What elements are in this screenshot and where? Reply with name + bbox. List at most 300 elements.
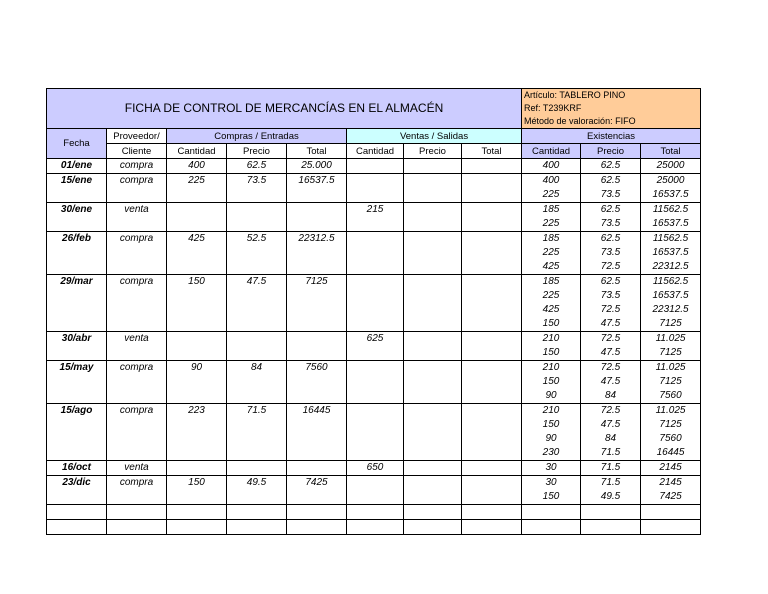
existencias-total-line: 22312.5 [652, 304, 689, 315]
type-cell [107, 361, 167, 404]
ventas-total [462, 159, 522, 174]
article-name: Artículo: TABLERO PINO [524, 90, 626, 100]
type-cell-value: venta [124, 462, 149, 473]
ventas-cantidad [347, 361, 404, 404]
table-row [47, 174, 701, 203]
ventas-cantidad-value [349, 505, 401, 519]
ventas-precio-value [406, 476, 459, 490]
compras-total-value [289, 505, 344, 519]
existencias-total-line: 25000 [656, 160, 685, 171]
existencias-total [641, 159, 701, 174]
ventas-cantidad [347, 505, 404, 520]
table-row [47, 476, 701, 505]
existencias-total [641, 174, 701, 203]
date-cell-value: 15/ago [60, 405, 93, 416]
ventas-cantidad-value: 625 [366, 333, 384, 344]
compras-total-value: 25.000 [301, 160, 332, 171]
type-cell [107, 275, 167, 332]
existencias-precio [581, 404, 641, 461]
date-cell [47, 332, 107, 361]
existencias-precio-line: 84 [604, 433, 617, 444]
compras-cantidad-value [169, 505, 224, 519]
compras-cantidad-value [169, 520, 224, 534]
compras-cantidad [167, 520, 227, 535]
ventas-precio-value [406, 332, 459, 346]
header-existencias: Existencias [522, 129, 701, 144]
ventas-total-value [464, 404, 519, 418]
existencias-cantidad [522, 520, 581, 535]
existencias-cantidad-line: 225 [542, 189, 560, 200]
existencias-precio-line: 71.5 [600, 477, 621, 488]
existencias-precio-line: 73.5 [600, 290, 621, 301]
existencias-precio [581, 203, 641, 232]
compras-total-value: 7560 [305, 362, 328, 373]
existencias-cantidad-line: 185 [542, 233, 560, 244]
compras-cantidad [167, 159, 227, 174]
compras-precio [227, 174, 287, 203]
date-cell-value: 15/may [59, 362, 94, 373]
ventas-precio [404, 361, 462, 404]
ventas-precio-value [406, 159, 459, 173]
date-cell-value: 26/feb [62, 233, 91, 244]
ventas-precio-value [406, 461, 459, 475]
existencias-total-line: 16537.5 [652, 218, 689, 229]
ventas-precio-value [406, 505, 459, 519]
existencias-precio-line: 72.5 [600, 304, 621, 315]
existencias-cantidad [522, 361, 581, 404]
compras-precio-value [229, 505, 284, 519]
ventas-total-value [464, 174, 519, 188]
existencias-precio-line: 73.5 [600, 247, 621, 258]
date-cell [47, 404, 107, 461]
existencias-total [641, 505, 701, 520]
date-cell-value: 30/ene [60, 204, 93, 215]
existencias-cantidad-line: 230 [542, 447, 560, 458]
existencias-cantidad [522, 332, 581, 361]
date-cell [47, 232, 107, 275]
date-cell [47, 203, 107, 232]
date-cell-value [49, 520, 104, 534]
existencias-total-line: 16537.5 [652, 189, 689, 200]
compras-precio-value: 47.5 [246, 276, 267, 287]
compras-total [287, 159, 347, 174]
existencias-cantidad-line: 150 [542, 419, 560, 430]
type-cell [107, 461, 167, 476]
ventas-total-value [464, 505, 519, 519]
header-fecha: Fecha [47, 129, 107, 159]
existencias-total-line [643, 520, 698, 534]
ventas-cantidad-value: 215 [366, 204, 384, 215]
ventas-total [462, 404, 522, 461]
ventas-cantidad [347, 332, 404, 361]
header-compras-precio: Precio [227, 144, 287, 159]
existencias-precio-line: 73.5 [600, 189, 621, 200]
existencias-precio-line: 72.5 [600, 333, 621, 344]
ventas-cantidad-value [349, 159, 401, 173]
ventas-total [462, 361, 522, 404]
compras-cantidad [167, 232, 227, 275]
existencias-total [641, 361, 701, 404]
ventas-cantidad-value [349, 232, 401, 246]
ventas-cantidad [347, 174, 404, 203]
compras-cantidad-value: 150 [188, 477, 205, 488]
existencias-total-line: 7125 [659, 419, 682, 430]
header-ventas-cantidad: Cantidad [347, 144, 404, 159]
compras-cantidad-value: 425 [188, 233, 205, 244]
existencias-precio [581, 174, 641, 203]
header-cliente: Cliente [107, 144, 167, 159]
date-cell [47, 275, 107, 332]
compras-total [287, 232, 347, 275]
header-proveedor: Proveedor/ [107, 129, 167, 144]
ventas-precio-value [406, 232, 459, 246]
existencias-total-line: 7125 [659, 347, 682, 358]
ventas-precio [404, 203, 462, 232]
ventas-cantidad [347, 203, 404, 232]
ventas-precio [404, 232, 462, 275]
ventas-total-value [464, 203, 519, 217]
type-cell-value [109, 520, 164, 534]
existencias-total-line: 11562.5 [652, 204, 689, 215]
ventas-cantidad-value [349, 404, 401, 418]
existencias-total-line: 11.025 [655, 333, 686, 344]
existencias-cantidad-line: 225 [542, 247, 560, 258]
date-cell-value: 15/ene [60, 175, 93, 186]
ventas-total [462, 520, 522, 535]
existencias-precio [581, 520, 641, 535]
compras-cantidad-value: 150 [188, 276, 205, 287]
compras-cantidad [167, 404, 227, 461]
ventas-total [462, 174, 522, 203]
existencias-precio-line: 84 [604, 390, 617, 401]
compras-total-value: 7125 [305, 276, 328, 287]
compras-total-value [289, 332, 344, 346]
type-cell-value: compra [119, 175, 154, 186]
existencias-total-line: 7425 [659, 491, 682, 502]
ventas-total-value [464, 520, 519, 534]
date-cell-value: 01/ene [60, 160, 93, 171]
ventas-precio [404, 332, 462, 361]
date-cell [47, 520, 107, 535]
existencias-cantidad-line: 185 [542, 204, 560, 215]
article-info [522, 89, 701, 129]
compras-cantidad-value: 90 [190, 362, 203, 373]
type-cell-value: venta [124, 333, 149, 344]
existencias-cantidad-line: 185 [542, 276, 560, 287]
date-cell [47, 159, 107, 174]
existencias-precio [581, 461, 641, 476]
existencias-precio [581, 159, 641, 174]
existencias-cantidad-line: 210 [542, 362, 560, 373]
existencias-cantidad [522, 203, 581, 232]
existencias-total [641, 275, 701, 332]
type-cell [107, 520, 167, 535]
ventas-total [462, 332, 522, 361]
ventas-precio [404, 174, 462, 203]
existencias-total-line [643, 505, 698, 519]
inventory-control-sheet [46, 88, 701, 535]
header-compras-total: Total [287, 144, 347, 159]
compras-cantidad [167, 505, 227, 520]
existencias-total-line: 7560 [659, 390, 682, 401]
date-cell-value: 16/oct [62, 462, 91, 473]
ventas-total [462, 461, 522, 476]
compras-total-value [289, 203, 344, 217]
header-compras: Compras / Entradas [167, 129, 347, 144]
header-existencias-total: Total [641, 144, 701, 159]
existencias-cantidad [522, 275, 581, 332]
existencias-precio [581, 476, 641, 505]
existencias-total-line: 7125 [659, 376, 682, 387]
existencias-cantidad-line: 225 [542, 218, 560, 229]
ventas-cantidad-value [349, 520, 401, 534]
compras-total-value: 7425 [305, 477, 328, 488]
compras-total-value: 22312.5 [298, 233, 335, 244]
ventas-precio-value [406, 520, 459, 534]
existencias-total-line: 16445 [656, 447, 685, 458]
table-row [47, 404, 701, 461]
existencias-precio-line: 62.5 [600, 204, 621, 215]
existencias-cantidad-line: 400 [542, 160, 560, 171]
compras-cantidad-value [169, 203, 224, 217]
ventas-total [462, 203, 522, 232]
compras-cantidad [167, 203, 227, 232]
table-row [47, 461, 701, 476]
date-cell-value: 23/dic [62, 477, 91, 488]
existencias-precio-line [583, 520, 638, 534]
type-cell [107, 332, 167, 361]
ventas-precio [404, 520, 462, 535]
existencias-total-line: 16537.5 [652, 290, 689, 301]
compras-cantidad [167, 275, 227, 332]
type-cell-value: compra [119, 405, 154, 416]
ventas-cantidad [347, 476, 404, 505]
date-cell-value [49, 505, 104, 519]
table-row [47, 505, 701, 520]
ventas-cantidad [347, 404, 404, 461]
type-cell [107, 174, 167, 203]
ventas-precio [404, 404, 462, 461]
existencias-total [641, 520, 701, 535]
existencias-precio-line: 47.5 [600, 347, 621, 358]
existencias-cantidad-line: 225 [542, 290, 560, 301]
ventas-precio [404, 159, 462, 174]
existencias-precio-line: 73.5 [600, 218, 621, 229]
existencias-total [641, 332, 701, 361]
compras-precio [227, 232, 287, 275]
compras-precio [227, 332, 287, 361]
compras-precio-value [229, 461, 284, 475]
ventas-precio-value [406, 174, 459, 188]
ventas-precio [404, 476, 462, 505]
type-cell [107, 404, 167, 461]
compras-precio-value: 73.5 [246, 175, 267, 186]
existencias-cantidad-line: 150 [542, 491, 560, 502]
table-row [47, 275, 701, 332]
compras-total [287, 505, 347, 520]
valuation-method: Método de valoración: FIFO [524, 116, 636, 126]
compras-cantidad-value [169, 461, 224, 475]
ventas-precio-value [406, 404, 459, 418]
existencias-cantidad [522, 174, 581, 203]
type-cell-value: compra [119, 276, 154, 287]
compras-total [287, 476, 347, 505]
compras-total [287, 461, 347, 476]
existencias-total [641, 461, 701, 476]
existencias-precio-line: 72.5 [600, 405, 621, 416]
existencias-total-line: 16537.5 [652, 247, 689, 258]
existencias-total-line: 11.025 [655, 405, 686, 416]
existencias-cantidad-line: 90 [545, 390, 557, 401]
existencias-total-line: 11562.5 [652, 276, 689, 287]
header-existencias-cantidad: Cantidad [522, 144, 581, 159]
existencias-total [641, 404, 701, 461]
ventas-cantidad-value [349, 174, 401, 188]
header-existencias-precio: Precio [581, 144, 641, 159]
header-ventas-total: Total [462, 144, 522, 159]
table-row [47, 332, 701, 361]
existencias-total-line: 2145 [659, 477, 682, 488]
existencias-cantidad [522, 461, 581, 476]
table-row [47, 520, 701, 535]
compras-cantidad [167, 332, 227, 361]
existencias-precio-line: 71.5 [600, 462, 621, 473]
existencias-total-line: 2145 [659, 462, 682, 473]
existencias-cantidad-line: 400 [542, 175, 560, 186]
compras-total-value [289, 461, 344, 475]
existencias-cantidad [522, 476, 581, 505]
date-cell-value: 30/abr [61, 333, 92, 344]
article-ref: Ref: T239KRF [524, 103, 582, 113]
existencias-cantidad-line: 425 [542, 304, 560, 315]
ventas-total [462, 232, 522, 275]
type-cell [107, 159, 167, 174]
ventas-total-value [464, 159, 519, 173]
type-cell-value: compra [119, 233, 154, 244]
table-row [47, 361, 701, 404]
type-cell [107, 476, 167, 505]
compras-precio [227, 404, 287, 461]
compras-precio [227, 520, 287, 535]
compras-cantidad-value [169, 332, 224, 346]
ventas-total-value [464, 275, 519, 289]
compras-cantidad [167, 476, 227, 505]
existencias-cantidad-line: 150 [542, 318, 560, 329]
existencias-total [641, 232, 701, 275]
ventas-precio [404, 461, 462, 476]
type-cell-value: compra [119, 362, 154, 373]
existencias-cantidad [522, 404, 581, 461]
ventas-cantidad [347, 520, 404, 535]
compras-total [287, 332, 347, 361]
type-cell-value: compra [119, 477, 154, 488]
ventas-total [462, 275, 522, 332]
compras-cantidad-value: 223 [188, 405, 205, 416]
compras-precio-value [229, 332, 284, 346]
compras-precio [227, 203, 287, 232]
compras-precio-value: 52.5 [246, 233, 267, 244]
existencias-cantidad-line: 425 [542, 261, 560, 272]
existencias-total [641, 203, 701, 232]
existencias-cantidad-line [524, 520, 578, 534]
type-cell-value [109, 505, 164, 519]
type-cell-value: compra [119, 160, 154, 171]
ventas-cantidad-value [349, 361, 401, 375]
existencias-cantidad-line: 30 [545, 462, 557, 473]
compras-precio-value: 71.5 [246, 405, 267, 416]
ventas-total-value [464, 476, 519, 490]
compras-precio-value: 62.5 [246, 160, 267, 171]
existencias-cantidad-line: 150 [542, 376, 560, 387]
compras-precio [227, 505, 287, 520]
compras-total [287, 203, 347, 232]
ventas-cantidad [347, 159, 404, 174]
ventas-precio-value [406, 275, 459, 289]
compras-cantidad [167, 461, 227, 476]
ventas-total [462, 476, 522, 505]
existencias-precio [581, 275, 641, 332]
type-cell-value: venta [124, 204, 149, 215]
existencias-precio-line: 72.5 [600, 261, 621, 272]
header-ventas-precio: Precio [404, 144, 462, 159]
compras-total [287, 275, 347, 332]
ventas-precio-value [406, 361, 459, 375]
table-row [47, 232, 701, 275]
existencias-precio-line: 47.5 [600, 419, 621, 430]
existencias-cantidad [522, 505, 581, 520]
compras-total [287, 404, 347, 461]
existencias-cantidad [522, 232, 581, 275]
compras-total [287, 520, 347, 535]
existencias-total-line: 25000 [656, 175, 685, 186]
existencias-precio-line: 49.5 [600, 491, 621, 502]
existencias-precio-line: 62.5 [600, 233, 621, 244]
existencias-precio [581, 332, 641, 361]
type-cell [107, 232, 167, 275]
ventas-total-value [464, 361, 519, 375]
table-row [47, 203, 701, 232]
compras-precio-value [229, 520, 284, 534]
date-cell [47, 361, 107, 404]
existencias-precio [581, 505, 641, 520]
date-cell [47, 476, 107, 505]
existencias-precio-line: 47.5 [600, 376, 621, 387]
compras-precio-value: 84 [250, 362, 263, 373]
existencias-precio-line: 62.5 [600, 175, 621, 186]
compras-precio-value [229, 203, 284, 217]
compras-precio [227, 159, 287, 174]
existencias-precio-line [583, 505, 638, 519]
sheet-title: FICHA DE CONTROL DE MERCANCÍAS EN EL ALMACÉN [47, 89, 522, 129]
existencias-precio-line: 71.5 [600, 447, 621, 458]
compras-precio [227, 361, 287, 404]
compras-total [287, 174, 347, 203]
compras-cantidad-value: 225 [188, 175, 205, 186]
ventas-cantidad [347, 275, 404, 332]
header-compras-cantidad: Cantidad [167, 144, 227, 159]
ventas-cantidad-value: 650 [366, 462, 384, 473]
existencias-total-line: 7560 [659, 433, 682, 444]
existencias-cantidad-line [524, 505, 578, 519]
compras-precio-value: 49.5 [246, 477, 267, 488]
table-row [47, 159, 701, 174]
existencias-precio-line: 62.5 [600, 276, 621, 287]
existencias-cantidad [522, 159, 581, 174]
compras-precio [227, 476, 287, 505]
ventas-total-value [464, 232, 519, 246]
compras-precio [227, 461, 287, 476]
existencias-cantidad-line: 210 [542, 405, 560, 416]
